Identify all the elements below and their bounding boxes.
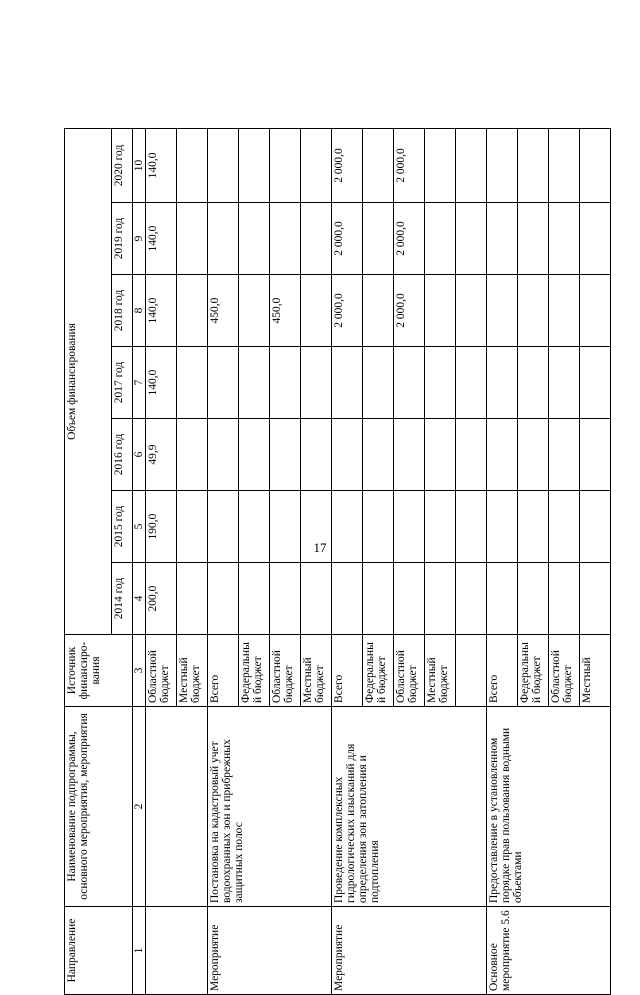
source-cell: Областной бюджет <box>549 635 580 707</box>
header-year: 2015 год <box>112 491 133 563</box>
value-cell <box>487 275 518 347</box>
value-cell <box>208 419 239 491</box>
name-cell <box>146 707 208 907</box>
column-number: 7 <box>133 347 146 419</box>
value-cell <box>518 491 549 563</box>
value-cell <box>549 203 580 275</box>
value-cell <box>363 419 394 491</box>
value-cell <box>301 347 332 419</box>
value-cell <box>394 347 425 419</box>
value-cell <box>456 491 487 563</box>
table-body <box>65 128 611 994</box>
source-cell: Всего <box>208 635 239 707</box>
value-cell <box>580 275 611 347</box>
value-cell <box>518 203 549 275</box>
column-number: 4 <box>133 563 146 635</box>
value-cell <box>177 347 208 419</box>
value-cell <box>270 563 301 635</box>
value-cell <box>239 491 270 563</box>
value-cell: 2 000,0 <box>332 203 363 275</box>
value-cell <box>208 128 239 202</box>
value-cell: 140,0 <box>146 347 177 419</box>
rotated-page <box>64 129 640 995</box>
value-cell <box>363 491 394 563</box>
header-year: 2017 год <box>112 347 133 419</box>
value-cell <box>549 347 580 419</box>
source-cell: Федеральный бюджет <box>518 635 549 707</box>
value-cell <box>518 419 549 491</box>
value-cell <box>549 128 580 202</box>
value-cell <box>270 128 301 202</box>
header-year: 2020 год <box>112 128 133 202</box>
header-direction: Направление <box>65 907 133 995</box>
source-cell: Областной бюджет <box>394 635 425 707</box>
source-cell: Федеральный бюджет <box>239 635 270 707</box>
column-number: 9 <box>133 203 146 275</box>
name-cell: Проведение комплексных гидрологических изысканий для определения зон затопления и подтопления <box>332 707 487 907</box>
value-cell <box>239 419 270 491</box>
value-cell <box>487 419 518 491</box>
value-cell <box>580 563 611 635</box>
value-cell <box>270 419 301 491</box>
value-cell <box>456 128 487 202</box>
value-cell <box>177 203 208 275</box>
header-name: Наименование подпрограммы, основного мероприятия, мероприятия <box>65 707 133 907</box>
source-cell: Местный бюджет <box>301 635 332 707</box>
value-cell <box>518 128 549 202</box>
value-cell <box>208 491 239 563</box>
value-cell <box>332 347 363 419</box>
value-cell <box>518 563 549 635</box>
source-cell: Федеральный бюджет <box>363 635 394 707</box>
header-volume: Объем финансирования <box>65 128 112 634</box>
value-cell <box>301 563 332 635</box>
direction-cell: Мероприятие <box>208 907 332 995</box>
value-cell <box>177 563 208 635</box>
value-cell <box>239 275 270 347</box>
value-cell <box>425 491 456 563</box>
value-cell <box>549 491 580 563</box>
value-cell <box>332 491 363 563</box>
value-cell <box>363 128 394 202</box>
value-cell <box>425 347 456 419</box>
column-number: 1 <box>133 907 146 995</box>
value-cell <box>239 563 270 635</box>
value-cell <box>580 491 611 563</box>
value-cell: 140,0 <box>146 128 177 202</box>
column-number: 3 <box>133 635 146 707</box>
column-number: 6 <box>133 419 146 491</box>
column-number: 10 <box>133 128 146 202</box>
value-cell <box>177 275 208 347</box>
value-cell: 450,0 <box>270 275 301 347</box>
source-cell: Местный бюджет <box>177 635 208 707</box>
page-number: 17 <box>313 540 327 555</box>
source-cell: Областной бюджет <box>146 635 177 707</box>
direction-cell: Основное мероприятие 5.6 <box>487 907 611 995</box>
value-cell <box>425 419 456 491</box>
value-cell <box>456 419 487 491</box>
value-cell <box>301 491 332 563</box>
value-cell: 140,0 <box>146 203 177 275</box>
value-cell <box>549 563 580 635</box>
name-cell: Предоставление в установленном порядке прав пользования водными объектами <box>487 707 611 907</box>
source-cell: Местный <box>580 635 611 707</box>
value-cell <box>487 203 518 275</box>
value-cell <box>177 491 208 563</box>
table-row <box>487 128 518 994</box>
value-cell <box>270 491 301 563</box>
value-cell <box>394 563 425 635</box>
value-cell <box>456 275 487 347</box>
value-cell <box>363 563 394 635</box>
value-cell <box>363 203 394 275</box>
value-cell <box>487 491 518 563</box>
value-cell <box>270 347 301 419</box>
value-cell <box>363 275 394 347</box>
value-cell <box>239 128 270 202</box>
value-cell <box>580 128 611 202</box>
column-number: 8 <box>133 275 146 347</box>
value-cell: 190,0 <box>146 491 177 563</box>
header-year: 2016 год <box>112 419 133 491</box>
value-cell <box>239 203 270 275</box>
value-cell <box>301 203 332 275</box>
header-source: Источник финансиро-вания <box>65 635 133 707</box>
value-cell <box>301 275 332 347</box>
value-cell <box>487 347 518 419</box>
value-cell: 200,0 <box>146 563 177 635</box>
header-year: 2019 год <box>112 203 133 275</box>
value-cell <box>580 203 611 275</box>
value-cell <box>518 347 549 419</box>
source-cell: Всего <box>487 635 518 707</box>
value-cell <box>580 419 611 491</box>
value-cell <box>580 347 611 419</box>
value-cell: 450,0 <box>208 275 239 347</box>
value-cell <box>363 347 394 419</box>
value-cell <box>425 128 456 202</box>
value-cell <box>239 347 270 419</box>
header-year: 2014 год <box>112 563 133 635</box>
value-cell <box>208 563 239 635</box>
value-cell <box>425 563 456 635</box>
value-cell <box>487 563 518 635</box>
value-cell <box>487 128 518 202</box>
value-cell <box>456 203 487 275</box>
value-cell <box>177 419 208 491</box>
value-cell <box>394 419 425 491</box>
value-cell <box>549 419 580 491</box>
column-number: 5 <box>133 491 146 563</box>
direction-cell: Мероприятие <box>332 907 487 995</box>
value-cell <box>425 275 456 347</box>
value-cell: 140,0 <box>146 275 177 347</box>
value-cell: 49,9 <box>146 419 177 491</box>
value-cell <box>394 491 425 563</box>
source-cell <box>456 635 487 707</box>
value-cell <box>456 563 487 635</box>
value-cell <box>332 419 363 491</box>
value-cell <box>208 203 239 275</box>
direction-cell <box>146 907 208 995</box>
value-cell <box>518 275 549 347</box>
name-cell: Постановка на кадастровый учет водоохранных зон и прибрежных защитных полос <box>208 707 332 907</box>
value-cell <box>549 275 580 347</box>
value-cell <box>208 347 239 419</box>
value-cell <box>301 419 332 491</box>
value-cell: 2 000,0 <box>394 128 425 202</box>
financing-table <box>64 128 611 995</box>
value-cell: 2 000,0 <box>332 275 363 347</box>
source-cell: Областной бюджет <box>270 635 301 707</box>
value-cell <box>177 128 208 202</box>
column-number: 2 <box>133 707 146 907</box>
value-cell <box>332 563 363 635</box>
header-year: 2018 год <box>112 275 133 347</box>
source-cell: Местный бюджет <box>425 635 456 707</box>
value-cell: 2 000,0 <box>394 203 425 275</box>
value-cell: 2 000,0 <box>394 275 425 347</box>
table-row <box>208 128 239 994</box>
table-row <box>146 128 177 994</box>
value-cell <box>270 203 301 275</box>
value-cell <box>301 128 332 202</box>
table-row <box>332 128 363 994</box>
value-cell: 2 000,0 <box>332 128 363 202</box>
value-cell <box>425 203 456 275</box>
value-cell <box>456 347 487 419</box>
source-cell: Всего <box>332 635 363 707</box>
